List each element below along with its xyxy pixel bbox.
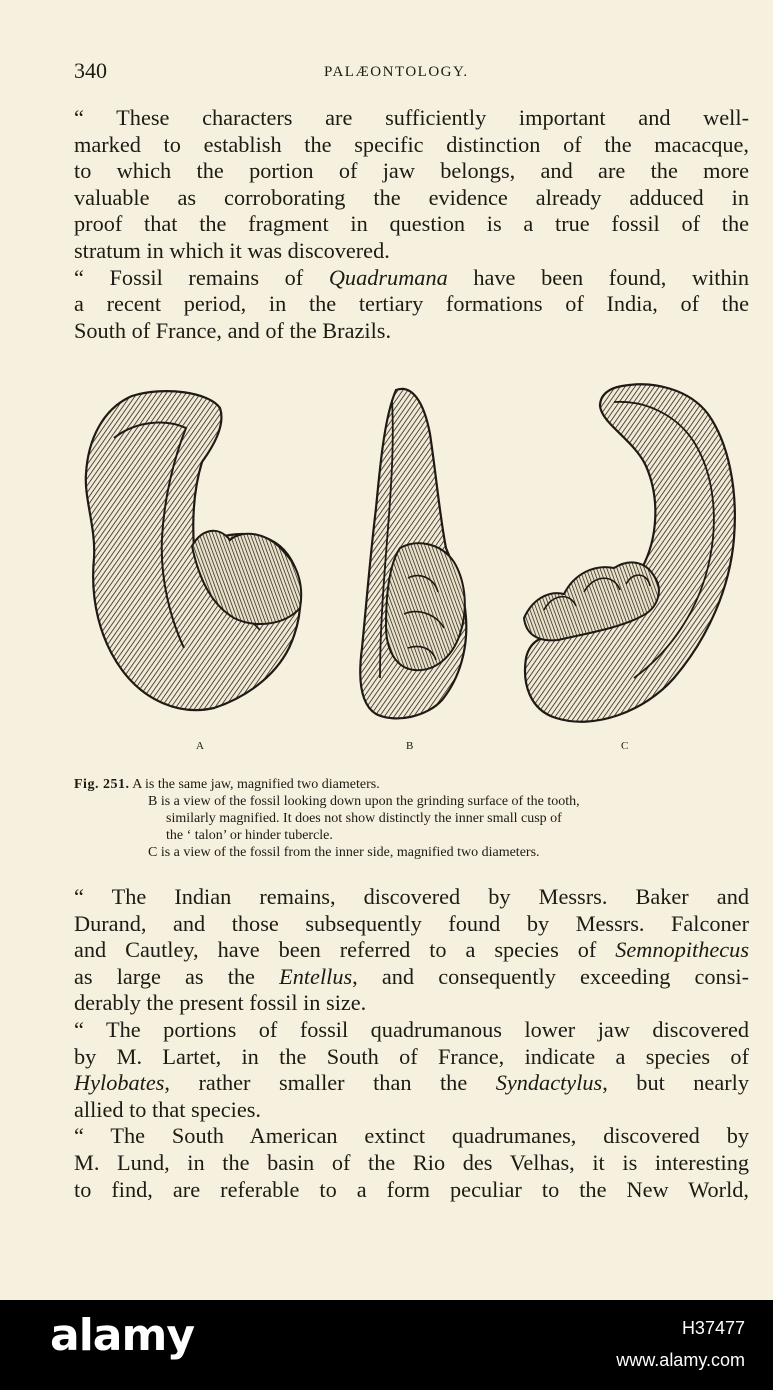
figure-caption [74, 776, 754, 861]
text-line: a recent period, in the tertiary formations of India, of the [74, 291, 749, 317]
paragraph-indian-remains [74, 884, 749, 1017]
figure-letter-c: C [621, 740, 630, 752]
text-run: have been found, within [447, 264, 749, 290]
text-run: and Cautley, have been referred to a species of [74, 937, 616, 963]
text-run: as large as the [74, 963, 280, 989]
alamy-logo: alamy [50, 1310, 194, 1361]
text-run: , rather smaller than the [164, 1070, 496, 1096]
text-line: valuable as corroborating the evidence already adduced in [74, 184, 749, 210]
text-line: “ These characters are sufficiently important and well- [74, 105, 749, 130]
caption-line-b1: B is a view of the fossil looking down upon the grinding surface of the tooth, [148, 794, 580, 809]
fossil-jaw-illustrations [74, 378, 749, 758]
text-line: “ The portions of fossil quadrumanous lower jaw discovered [74, 1016, 749, 1042]
figure-letter-a: A [196, 740, 205, 752]
text-line [74, 964, 749, 991]
text-line [74, 265, 749, 292]
text-line [74, 937, 749, 964]
paragraph-lartet [74, 1017, 749, 1123]
text-line: derably the present fossil in size. [74, 990, 367, 1016]
paragraph-characters [74, 105, 749, 265]
running-head [74, 58, 749, 88]
running-head-title: PALÆONTOLOGY. [324, 64, 469, 80]
text-line: marked to establish the specific distinction of the macacque, [74, 131, 749, 157]
text-line [74, 1070, 749, 1097]
text-block-bottom [74, 884, 749, 1203]
text-line: proof that the fragment in question is a true fossil of the [74, 211, 749, 237]
figure-251 [74, 378, 749, 758]
text-line: M. Lund, in the basin of the Rio des Velhas, it is interesting [74, 1149, 749, 1175]
caption-line-c: C is a view of the fossil from the inner side, magnified two diameters. [148, 845, 540, 860]
caption-text: A is the same jaw, magnified two diameters. [132, 777, 380, 792]
figure-letter-b: B [406, 740, 415, 752]
image-id: H37477 [681, 1318, 745, 1338]
italic-term: Hylobates [74, 1070, 165, 1096]
text-line: to which the portion of jaw belongs, and are the more [74, 158, 749, 184]
text-line: “ The Indian remains, discovered by Messrs. Baker and [74, 884, 749, 909]
figure-label: Fig. 251. [74, 777, 130, 792]
page-number: 340 [74, 58, 107, 83]
paragraph-south-american [74, 1123, 749, 1203]
italic-term: Entellus [279, 963, 353, 989]
caption-line-b3: the ‘ talon’ or hinder tubercle. [166, 828, 333, 843]
text-run: , and consequently exceeding consi- [352, 963, 749, 989]
jaw-inner-view-engraving [524, 384, 735, 721]
text-line: allied to that species. [74, 1096, 261, 1122]
paragraph-fossil-remains [74, 265, 749, 345]
caption-line-b2: similarly magnified. It does not show distinctly the inner small cusp of [166, 811, 562, 826]
site-url: www.alamy.com [616, 1350, 745, 1370]
text-line: to find, are referable to a form peculiar to the New World, [74, 1176, 749, 1202]
text-line: “ The South American extinct quadrumanes, discovered by [74, 1123, 749, 1149]
jaw-top-view-engraving [360, 389, 466, 719]
text-line: South of France, and of the Brazils. [74, 317, 392, 343]
text-run: “ Fossil remains of [74, 264, 329, 290]
watermark-footer [0, 1300, 773, 1390]
caption-line-a [74, 776, 754, 793]
text-line: Durand, and those subsequently found by Messrs. Falconer [74, 910, 749, 936]
italic-term: Syndactylus [495, 1070, 603, 1096]
text-line: by M. Lartet, in the South of France, indicate a species of [74, 1043, 749, 1069]
jaw-side-view-engraving [86, 391, 301, 710]
text-run: , but nearly [602, 1070, 749, 1096]
text-line: stratum in which it was discovered. [74, 237, 390, 263]
text-block-top [74, 105, 749, 344]
italic-term: Quadrumana [328, 264, 448, 290]
italic-term: Semnopithecus [615, 937, 749, 963]
